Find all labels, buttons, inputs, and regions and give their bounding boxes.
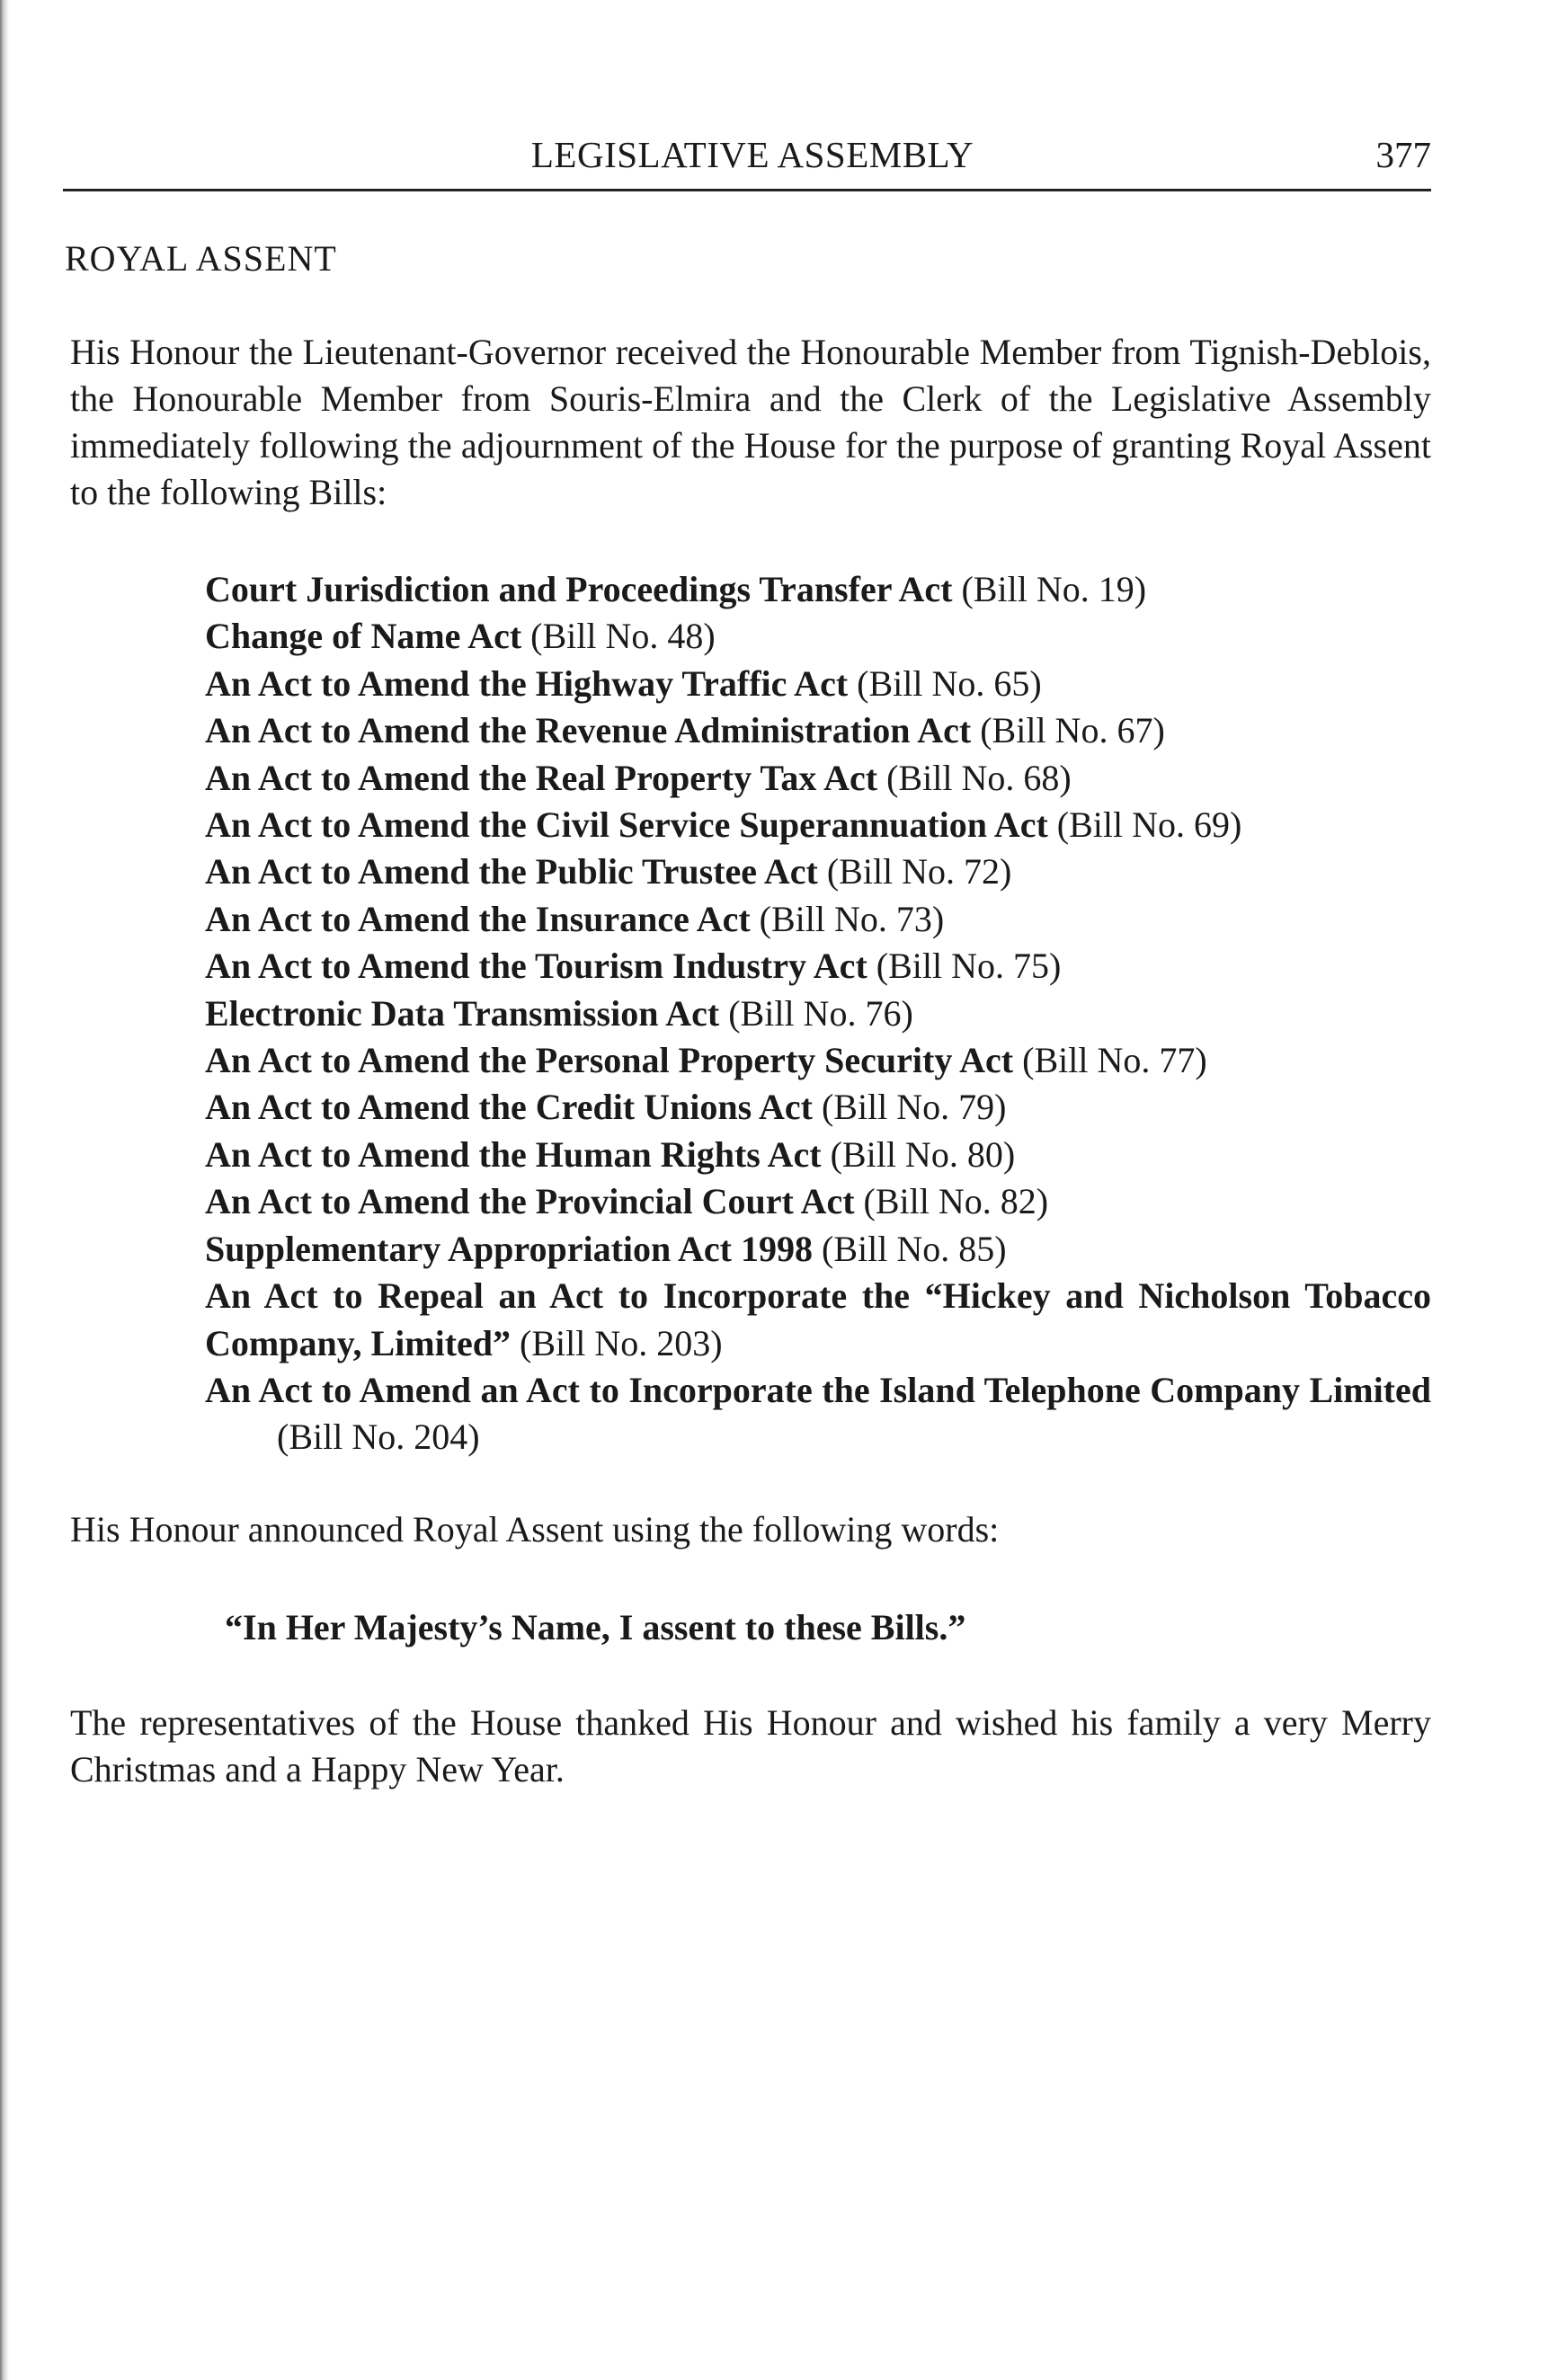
announcement-paragraph: His Honour announced Royal Assent using the following words: <box>70 1509 1000 1550</box>
bill-item <box>205 613 1431 660</box>
bill-number: (Bill No. 48) <box>530 616 716 657</box>
bill-item <box>205 1367 1431 1461</box>
page-header <box>74 133 1431 187</box>
bill-item <box>205 848 1431 895</box>
assent-quote: “In Her Majesty’s Name, I assent to these Bills.” <box>225 1607 966 1647</box>
section-heading: ROYAL ASSENT <box>65 238 337 279</box>
bill-item <box>205 1084 1431 1131</box>
bill-name: An Act to Amend the Public Trustee Act <box>205 851 818 892</box>
bill-number: (Bill No. 203) <box>520 1322 723 1363</box>
bill-number: (Bill No. 79) <box>821 1087 1007 1128</box>
bill-name: An Act to Amend the Insurance Act <box>205 898 751 939</box>
bill-name: Change of Name Act <box>205 616 522 657</box>
bill-item <box>205 566 1431 613</box>
bill-name: An Act to Amend the Provincial Court Act <box>205 1181 855 1222</box>
bill-number: (Bill No. 19) <box>961 569 1147 609</box>
bill-number: (Bill No. 85) <box>822 1228 1007 1269</box>
scan-edge <box>0 0 9 2380</box>
bill-item <box>205 1273 1431 1367</box>
bill-name: An Act to Amend the Civil Service Superannuation Act <box>205 804 1048 846</box>
running-title: LEGISLATIVE ASSEMBLY <box>530 134 974 175</box>
bill-item <box>205 896 1431 943</box>
bill-item <box>205 1132 1431 1178</box>
bill-item <box>205 990 1431 1037</box>
bill-name: An Act to Amend the Real Property Tax Act <box>205 757 878 798</box>
bill-item <box>205 943 1431 990</box>
bill-number: (Bill No. 82) <box>863 1181 1049 1222</box>
bill-name: An Act to Amend the Revenue Administration Act <box>205 710 972 751</box>
intro-paragraph: His Honour the Lieutenant-Governor received the Honourable Member from Tignish-Deblois, the Honourable Member from Souris-Elmira and the Clerk of the Legislative Assembly immediately following the adjournment of the House for the purpose of granting Royal Assent to the following Bills: <box>70 332 1431 512</box>
bill-number: (Bill No. 69) <box>1056 804 1242 846</box>
bill-item <box>205 1226 1431 1273</box>
closing-paragraph: The representatives of the House thanked His Honour and wished his family a very Merry Christmas and a Happy New Year. <box>70 1702 1431 1789</box>
bill-number: (Bill No. 72) <box>826 851 1012 892</box>
bill-name: An Act to Amend an Act to Incorporate the Island Telephone Company Limited <box>205 1369 1431 1410</box>
bill-number: (Bill No. 77) <box>1022 1040 1207 1081</box>
bill-number: (Bill No. 204) <box>277 1416 480 1458</box>
bill-item <box>205 802 1431 848</box>
bill-number: (Bill No. 76) <box>728 992 913 1034</box>
bill-name: An Act to Amend the Tourism Industry Act <box>205 946 867 987</box>
bill-number: (Bill No. 65) <box>857 662 1042 704</box>
header-rule <box>63 189 1431 191</box>
bill-number: (Bill No. 68) <box>886 757 1072 798</box>
bill-number: (Bill No. 73) <box>759 898 945 939</box>
bill-item <box>205 1037 1431 1084</box>
bill-name: An Act to Amend the Human Rights Act <box>205 1133 822 1175</box>
bill-item <box>205 707 1431 754</box>
bill-name: An Act to Repeal an Act to Incorporate the “Hickey and Nicholson Tobacco Company, Limited” <box>205 1275 1431 1363</box>
bill-list <box>205 566 1431 1461</box>
bill-name: An Act to Amend the Personal Property Security Act <box>205 1040 1014 1081</box>
bill-number: (Bill No. 75) <box>876 946 1062 987</box>
bill-name: An Act to Amend the Credit Unions Act <box>205 1087 813 1128</box>
bill-name: Electronic Data Transmission Act <box>205 992 720 1034</box>
bill-name: Supplementary Appropriation Act 1998 <box>205 1228 813 1269</box>
bill-name: An Act to Amend the Highway Traffic Act <box>205 662 849 704</box>
bill-number: (Bill No. 67) <box>980 710 1165 751</box>
bill-name: Court Jurisdiction and Proceedings Transfer Act <box>205 569 953 609</box>
bill-number: (Bill No. 80) <box>830 1133 1016 1175</box>
bill-item <box>205 755 1431 802</box>
page-number: 377 <box>1375 134 1431 175</box>
bill-item <box>205 661 1431 707</box>
bill-item <box>205 1178 1431 1225</box>
